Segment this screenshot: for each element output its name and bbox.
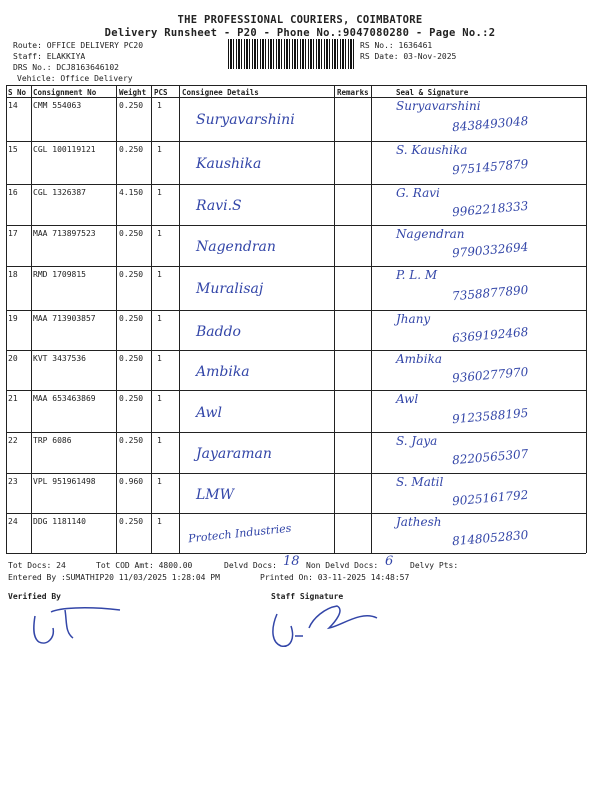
row-pcs: 1 (157, 477, 162, 486)
table-column-border (371, 85, 372, 553)
runsheet-subtitle: Delivery Runsheet - P20 - Phone No.:9047080280 - Page No.:2 (104, 27, 496, 39)
table-row-border (6, 97, 586, 98)
table-row-border (6, 141, 586, 142)
row-seal-signature: Awl (396, 392, 419, 406)
row-phone-handwritten: 7358877890 (451, 282, 529, 304)
total-cod: Tot COD Amt: 4800.00 (96, 561, 193, 570)
printed-on: Printed On: 03-11-2025 14:48:57 (260, 573, 410, 582)
table-column-border (116, 85, 117, 553)
row-phone-handwritten: 9790332694 (451, 240, 529, 261)
row-sno: 18 (8, 270, 18, 279)
row-consignment-no: RMD 1709815 (33, 270, 86, 279)
staff-signature (265, 598, 395, 653)
row-pcs: 1 (157, 517, 162, 526)
row-phone-handwritten: 8438493048 (451, 113, 529, 135)
row-pcs: 1 (157, 354, 162, 363)
row-pcs: 1 (157, 229, 162, 238)
table-column-border (31, 85, 32, 553)
row-pcs: 1 (157, 270, 162, 279)
row-sno: 15 (8, 145, 18, 154)
table-column-border (586, 85, 587, 553)
row-phone-handwritten: 9025161792 (451, 487, 529, 509)
table-row-border (6, 350, 586, 351)
row-consignee-handwritten: Protech Industries (187, 521, 292, 546)
table-row-border (6, 390, 586, 391)
row-consignment-no: CMM 554063 (33, 101, 82, 110)
row-pcs: 1 (157, 436, 162, 445)
row-phone-handwritten: 8220565307 (451, 447, 529, 468)
row-consignment-no: TRP 6086 (33, 436, 72, 445)
row-consignment-no: MAA 653463869 (33, 394, 96, 403)
table-row-border (6, 225, 586, 226)
table-row-border (6, 432, 586, 433)
row-seal-signature: P. L. M (396, 268, 438, 282)
row-sno: 16 (8, 188, 18, 197)
row-sno: 21 (8, 394, 18, 403)
non-delivered-docs-value: 6 (385, 554, 394, 569)
row-sno: 14 (8, 101, 18, 110)
row-consignee-handwritten: Kaushika (196, 156, 262, 173)
table-column-border (334, 85, 335, 553)
row-weight: 0.250 (119, 145, 144, 154)
row-consignment-no: KVT 3437536 (33, 354, 86, 363)
row-phone-handwritten: 9360277970 (451, 364, 529, 386)
row-seal-signature: Jhany (396, 312, 431, 326)
row-consignee-handwritten: Suryavarshini (196, 112, 295, 129)
row-consignment-no: MAA 713903857 (33, 314, 96, 323)
col-header-consignment: Consignment No (33, 88, 97, 97)
row-consignment-no: DDG 1181140 (33, 517, 86, 526)
table-column-border (151, 85, 152, 553)
row-consignee-handwritten: Muralisaj (196, 281, 264, 298)
row-weight: 4.150 (119, 188, 144, 197)
table-column-border (179, 85, 180, 553)
col-header-weight: Weight (119, 88, 147, 97)
row-consignment-no: CGL 100119121 (33, 145, 96, 154)
verifier-signature (25, 598, 145, 648)
row-seal-signature: Ambika (396, 352, 442, 366)
row-weight: 0.250 (119, 517, 144, 526)
row-seal-signature: Suryavarshini (396, 99, 481, 113)
row-phone-handwritten: 9751457879 (451, 157, 529, 178)
company-title: THE PROFESSIONAL COURIERS, COIMBATORE (177, 14, 423, 26)
row-weight: 0.250 (119, 354, 144, 363)
route-label: Route: OFFICE DELIVERY PC20 (13, 41, 144, 50)
row-sno: 22 (8, 436, 18, 445)
row-consignee-handwritten: Ravi.S (196, 198, 242, 215)
row-sno: 17 (8, 229, 18, 238)
table-row-border (6, 473, 586, 474)
row-phone-handwritten: 9123588195 (451, 405, 529, 427)
barcode (228, 39, 354, 69)
row-pcs: 1 (157, 394, 162, 403)
row-phone-handwritten: 9962218333 (451, 199, 529, 220)
row-phone-handwritten: 8148052830 (451, 527, 529, 549)
table-row-border (6, 310, 586, 311)
row-pcs: 1 (157, 314, 162, 323)
verified-by-label: Verified By (8, 592, 61, 601)
row-sno: 24 (8, 517, 18, 526)
row-sno: 19 (8, 314, 18, 323)
table-column-border (6, 85, 7, 553)
row-seal-signature: S. Jaya (396, 434, 438, 448)
row-seal-signature: Nagendran (396, 227, 465, 241)
staff-label: Staff: ELAKKIYA (13, 52, 86, 61)
row-seal-signature: G. Ravi (396, 186, 440, 200)
total-docs: Tot Docs: 24 (8, 561, 66, 570)
row-pcs: 1 (157, 188, 162, 197)
table-row-border (6, 184, 586, 185)
delivery-points-label: Delvy Pts: (410, 561, 459, 570)
row-sno: 20 (8, 354, 18, 363)
table-row-border (6, 513, 586, 514)
row-weight: 0.250 (119, 270, 144, 279)
row-pcs: 1 (157, 101, 162, 110)
row-weight: 0.960 (119, 477, 144, 486)
row-phone-handwritten: 6369192468 (451, 324, 529, 346)
non-delivered-docs-label: Non Delvd Docs: (306, 561, 379, 570)
col-header-consignee: Consignee Details (182, 88, 259, 97)
entered-by: Entered By :SUMATHIP20 11/03/2025 1:28:04 PM (8, 573, 220, 582)
row-consignment-no: VPL 951961498 (33, 477, 96, 486)
table-row-border (6, 266, 586, 267)
row-consignee-handwritten: LMW (196, 487, 235, 503)
col-header-pcs: PCS (154, 88, 168, 97)
row-weight: 0.250 (119, 394, 144, 403)
rs-date: RS Date: 03-Nov-2025 (360, 52, 457, 61)
delivered-docs-label: Delvd Docs: (224, 561, 277, 570)
table-row-border (6, 85, 586, 86)
row-weight: 0.250 (119, 436, 144, 445)
vehicle-label: Vehicle: Office Delivery (17, 74, 133, 83)
drs-label: DRS No.: DCJ8163646102 (13, 63, 119, 72)
delivered-docs-value: 18 (283, 554, 300, 569)
row-consignee-handwritten: Awl (196, 404, 222, 421)
row-pcs: 1 (157, 145, 162, 154)
row-consignee-handwritten: Nagendran (196, 239, 276, 256)
row-weight: 0.250 (119, 229, 144, 238)
row-weight: 0.250 (119, 314, 144, 323)
col-header-seal: Seal & Signature (396, 88, 469, 97)
row-consignment-no: CGL 1326387 (33, 188, 86, 197)
col-header-remarks: Remarks (337, 88, 369, 97)
row-consignee-handwritten: Baddo (196, 324, 241, 340)
row-seal-signature: S. Matil (396, 475, 444, 489)
row-consignee-handwritten: Jayaraman (196, 446, 272, 463)
col-header-sno: S No (8, 88, 27, 97)
rs-number: RS No.: 1636461 (360, 41, 433, 50)
row-seal-signature: Jathesh (396, 515, 442, 529)
row-consignment-no: MAA 713897523 (33, 229, 96, 238)
row-sno: 23 (8, 477, 18, 486)
row-weight: 0.250 (119, 101, 144, 110)
row-seal-signature: S. Kaushika (396, 143, 468, 157)
staff-signature-label: Staff Signature (271, 592, 344, 601)
row-consignee-handwritten: Ambika (196, 364, 250, 380)
